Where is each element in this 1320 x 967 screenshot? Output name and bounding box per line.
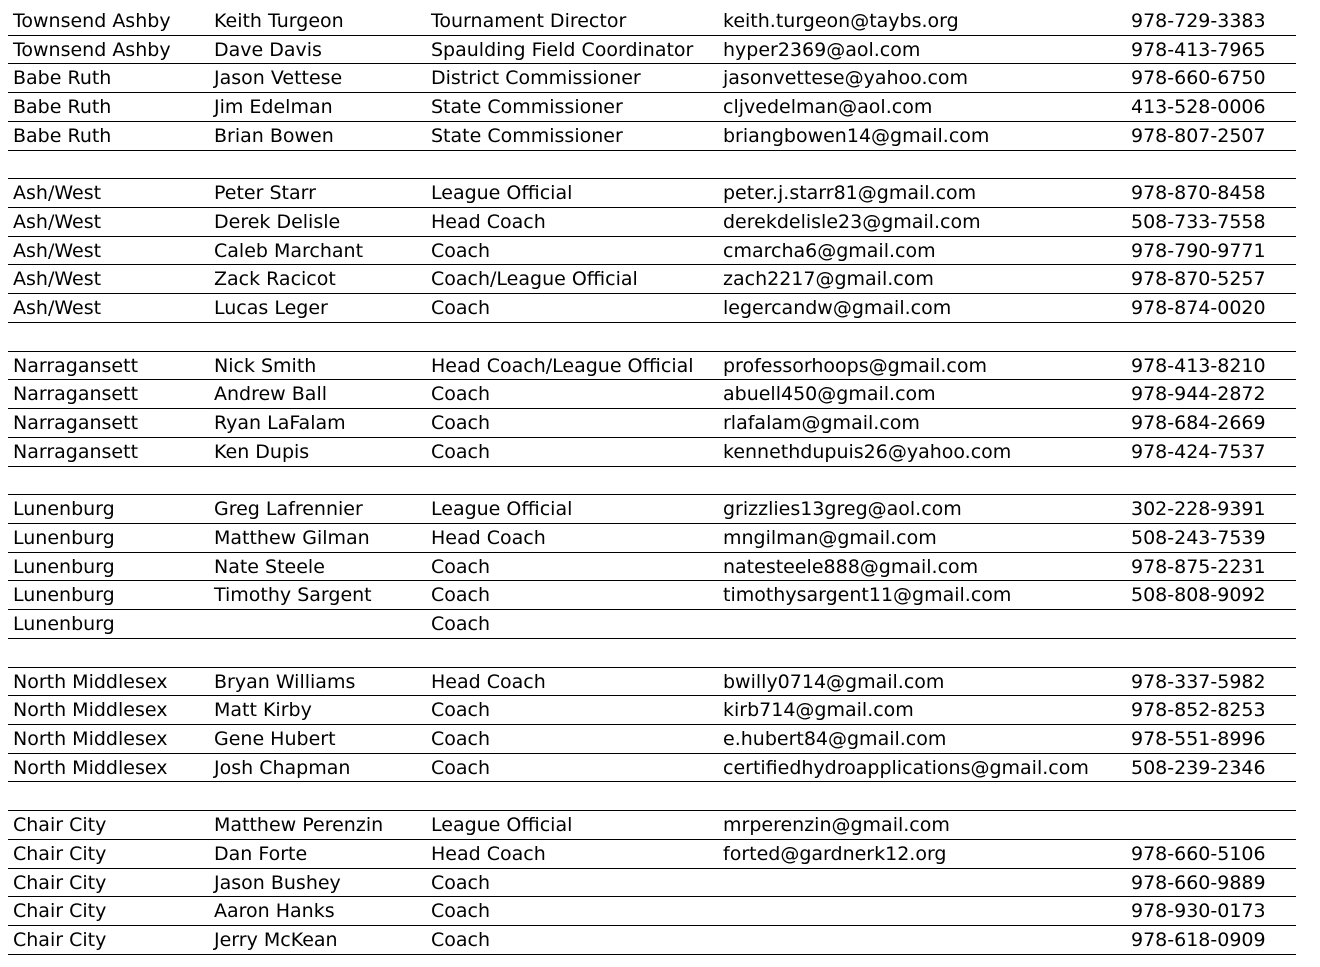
- name-cell: Peter Starr: [214, 182, 316, 205]
- name-cell: Caleb Marchant: [214, 239, 364, 262]
- name-cell: Dan Forte: [214, 842, 308, 865]
- name-cell: Brian Bowen: [214, 124, 334, 147]
- league-cell: Chair City: [13, 814, 107, 837]
- email-cell: legercandw@gmail.com: [723, 297, 952, 320]
- phone-cell: 978-424-7537: [1131, 440, 1266, 463]
- email-cell: derekdelisle23@gmail.com: [723, 211, 981, 234]
- league-cell: Ash/West: [13, 239, 102, 262]
- phone-cell: 978-684-2669: [1131, 412, 1266, 435]
- league-cell: Lunenburg: [13, 555, 115, 578]
- role-cell: Head Coach: [431, 842, 546, 865]
- email-cell: kennethdupuis26@yahoo.com: [723, 440, 1012, 463]
- phone-cell: 978-337-5982: [1131, 670, 1266, 693]
- email-cell: timothysargent11@gmail.com: [723, 584, 1012, 607]
- table-row: [8, 352, 1296, 381]
- phone-cell: 978-807-2507: [1131, 124, 1266, 147]
- phone-cell: 978-790-9771: [1131, 239, 1266, 262]
- role-cell: Coach: [431, 440, 491, 463]
- table-row: [8, 380, 1296, 409]
- name-cell: Andrew Ball: [214, 383, 327, 406]
- email-cell: forted@gardnerk12.org: [723, 842, 947, 865]
- table-row: [8, 725, 1296, 754]
- league-cell: Chair City: [13, 929, 107, 951]
- phone-cell: 978-618-0909: [1131, 929, 1266, 951]
- blank-row: [8, 467, 1296, 496]
- phone-cell: 978-729-3383: [1131, 10, 1266, 32]
- table-row: [8, 754, 1296, 783]
- name-cell: Ryan LaFalam: [214, 412, 346, 435]
- role-cell: Head Coach: [431, 670, 546, 693]
- role-cell: Coach: [431, 699, 491, 722]
- role-cell: Head Coach: [431, 526, 546, 549]
- table-row: [8, 438, 1296, 467]
- role-cell: State Commissioner: [431, 124, 623, 147]
- phone-cell: 508-243-7539: [1131, 526, 1266, 549]
- email-cell: bwilly0714@gmail.com: [723, 670, 945, 693]
- name-cell: Matt Kirby: [214, 699, 312, 722]
- email-cell: peter.j.starr81@gmail.com: [723, 182, 977, 205]
- email-cell: natesteele888@gmail.com: [723, 555, 979, 578]
- name-cell: Aaron Hanks: [214, 900, 335, 923]
- role-cell: League Official: [431, 498, 573, 521]
- role-cell: Coach: [431, 900, 491, 923]
- name-cell: Jim Edelman: [214, 96, 333, 119]
- email-cell: grizzlies13greg@aol.com: [723, 498, 962, 521]
- blank-row: [8, 782, 1296, 811]
- league-cell: Ash/West: [13, 268, 102, 291]
- league-cell: Townsend Ashby: [13, 10, 171, 32]
- phone-cell: 978-930-0173: [1131, 900, 1266, 923]
- role-cell: District Commissioner: [431, 67, 641, 90]
- email-cell: rlafalam@gmail.com: [723, 412, 920, 435]
- role-cell: Coach: [431, 756, 491, 779]
- name-cell: Zack Racicot: [214, 268, 336, 291]
- phone-cell: 302-228-9391: [1131, 498, 1266, 521]
- table-row: [8, 237, 1296, 266]
- phone-cell: 978-870-8458: [1131, 182, 1266, 205]
- name-cell: Bryan Williams: [214, 670, 356, 693]
- table-row: [8, 265, 1296, 294]
- name-cell: Jerry McKean: [214, 929, 338, 951]
- email-cell: briangbowen14@gmail.com: [723, 124, 990, 147]
- table-row: [8, 696, 1296, 725]
- phone-cell: 508-808-9092: [1131, 584, 1266, 607]
- role-cell: State Commissioner: [431, 96, 623, 119]
- table-row: [8, 897, 1296, 926]
- name-cell: Lucas Leger: [214, 297, 328, 320]
- email-cell: zach2217@gmail.com: [723, 268, 934, 291]
- role-cell: Tournament Director: [431, 10, 627, 32]
- league-cell: Lunenburg: [13, 584, 115, 607]
- league-cell: Townsend Ashby: [13, 38, 171, 61]
- table-row: [8, 7, 1296, 36]
- table-row: [8, 208, 1296, 237]
- table-row: [8, 409, 1296, 438]
- name-cell: Jason Vettese: [214, 67, 343, 90]
- table-row: [8, 610, 1296, 639]
- email-cell: cljvedelman@aol.com: [723, 96, 933, 119]
- email-cell: certifiedhydroapplications@gmail.com: [723, 756, 1089, 779]
- name-cell: Greg Lafrennier: [214, 498, 363, 521]
- table-row: [8, 668, 1296, 697]
- name-cell: Josh Chapman: [214, 756, 351, 779]
- role-cell: Spaulding Field Coordinator: [431, 38, 694, 61]
- phone-cell: 508-239-2346: [1131, 756, 1266, 779]
- league-cell: Babe Ruth: [13, 67, 112, 90]
- table-row: [8, 524, 1296, 553]
- role-cell: Coach: [431, 929, 491, 951]
- name-cell: Jason Bushey: [214, 871, 341, 894]
- league-cell: Ash/West: [13, 182, 102, 205]
- phone-cell: 508-733-7558: [1131, 211, 1266, 234]
- league-cell: Chair City: [13, 842, 107, 865]
- name-cell: Ken Dupis: [214, 440, 310, 463]
- role-cell: Coach: [431, 383, 491, 406]
- table-row: [8, 36, 1296, 65]
- email-cell: hyper2369@aol.com: [723, 38, 921, 61]
- role-cell: Coach: [431, 297, 491, 320]
- phone-cell: 978-413-8210: [1131, 354, 1266, 377]
- phone-cell: 978-660-6750: [1131, 67, 1266, 90]
- table-row: [8, 581, 1296, 610]
- league-cell: Ash/West: [13, 297, 102, 320]
- name-cell: Matthew Gilman: [214, 526, 370, 549]
- league-cell: Chair City: [13, 871, 107, 894]
- role-cell: League Official: [431, 182, 573, 205]
- phone-cell: 978-870-5257: [1131, 268, 1266, 291]
- phone-cell: 978-660-9889: [1131, 871, 1266, 894]
- league-cell: Lunenburg: [13, 498, 115, 521]
- email-cell: keith.turgeon@taybs.org: [723, 10, 959, 32]
- league-cell: Narragansett: [13, 383, 139, 406]
- email-cell: jasonvettese@yahoo.com: [723, 67, 969, 90]
- name-cell: Dave Davis: [214, 38, 322, 61]
- blank-row: [8, 639, 1296, 668]
- league-cell: Ash/West: [13, 211, 102, 234]
- table-row: [8, 122, 1296, 151]
- phone-cell: 978-660-5106: [1131, 842, 1266, 865]
- phone-cell: 978-852-8253: [1131, 699, 1266, 722]
- phone-cell: 978-413-7965: [1131, 38, 1266, 61]
- table-row: [8, 553, 1296, 582]
- name-cell: Gene Hubert: [214, 727, 336, 750]
- email-cell: cmarcha6@gmail.com: [723, 239, 936, 262]
- name-cell: Keith Turgeon: [214, 10, 344, 32]
- league-cell: Narragansett: [13, 412, 139, 435]
- league-cell: Babe Ruth: [13, 96, 112, 119]
- table-row: [8, 840, 1296, 869]
- email-cell: mrperenzin@gmail.com: [723, 814, 950, 837]
- table-row: [8, 294, 1296, 323]
- email-cell: abuell450@gmail.com: [723, 383, 936, 406]
- phone-cell: 978-875-2231: [1131, 555, 1266, 578]
- contact-directory-table: [8, 7, 1296, 955]
- role-cell: League Official: [431, 814, 573, 837]
- name-cell: Derek Delisle: [214, 211, 341, 234]
- name-cell: Timothy Sargent: [214, 584, 372, 607]
- league-cell: North Middlesex: [13, 727, 168, 750]
- league-cell: North Middlesex: [13, 699, 168, 722]
- email-cell: kirb714@gmail.com: [723, 699, 914, 722]
- blank-row: [8, 323, 1296, 352]
- role-cell: Coach: [431, 727, 491, 750]
- role-cell: Head Coach/League Official: [431, 354, 694, 377]
- role-cell: Head Coach: [431, 211, 546, 234]
- email-cell: e.hubert84@gmail.com: [723, 727, 947, 750]
- league-cell: North Middlesex: [13, 756, 168, 779]
- role-cell: Coach: [431, 555, 491, 578]
- role-cell: Coach: [431, 412, 491, 435]
- phone-cell: 978-874-0020: [1131, 297, 1266, 320]
- league-cell: Lunenburg: [13, 526, 115, 549]
- role-cell: Coach: [431, 584, 491, 607]
- league-cell: North Middlesex: [13, 670, 168, 693]
- blank-row: [8, 151, 1296, 180]
- role-cell: Coach: [431, 871, 491, 894]
- league-cell: Narragansett: [13, 440, 139, 463]
- table-row: [8, 869, 1296, 898]
- table-row: [8, 926, 1296, 955]
- table-row: [8, 93, 1296, 122]
- name-cell: Nate Steele: [214, 555, 325, 578]
- phone-cell: 978-944-2872: [1131, 383, 1266, 406]
- table-row: [8, 495, 1296, 524]
- table-row: [8, 179, 1296, 208]
- league-cell: Lunenburg: [13, 613, 115, 636]
- email-cell: mngilman@gmail.com: [723, 526, 937, 549]
- name-cell: Matthew Perenzin: [214, 814, 384, 837]
- phone-cell: 978-551-8996: [1131, 727, 1266, 750]
- table-row: [8, 64, 1296, 93]
- name-cell: Nick Smith: [214, 354, 317, 377]
- league-cell: Chair City: [13, 900, 107, 923]
- league-cell: Babe Ruth: [13, 124, 112, 147]
- role-cell: Coach: [431, 239, 491, 262]
- email-cell: professorhoops@gmail.com: [723, 354, 987, 377]
- role-cell: Coach: [431, 613, 491, 636]
- role-cell: Coach/League Official: [431, 268, 638, 291]
- league-cell: Narragansett: [13, 354, 139, 377]
- phone-cell: 413-528-0006: [1131, 96, 1266, 119]
- table-row: [8, 811, 1296, 840]
